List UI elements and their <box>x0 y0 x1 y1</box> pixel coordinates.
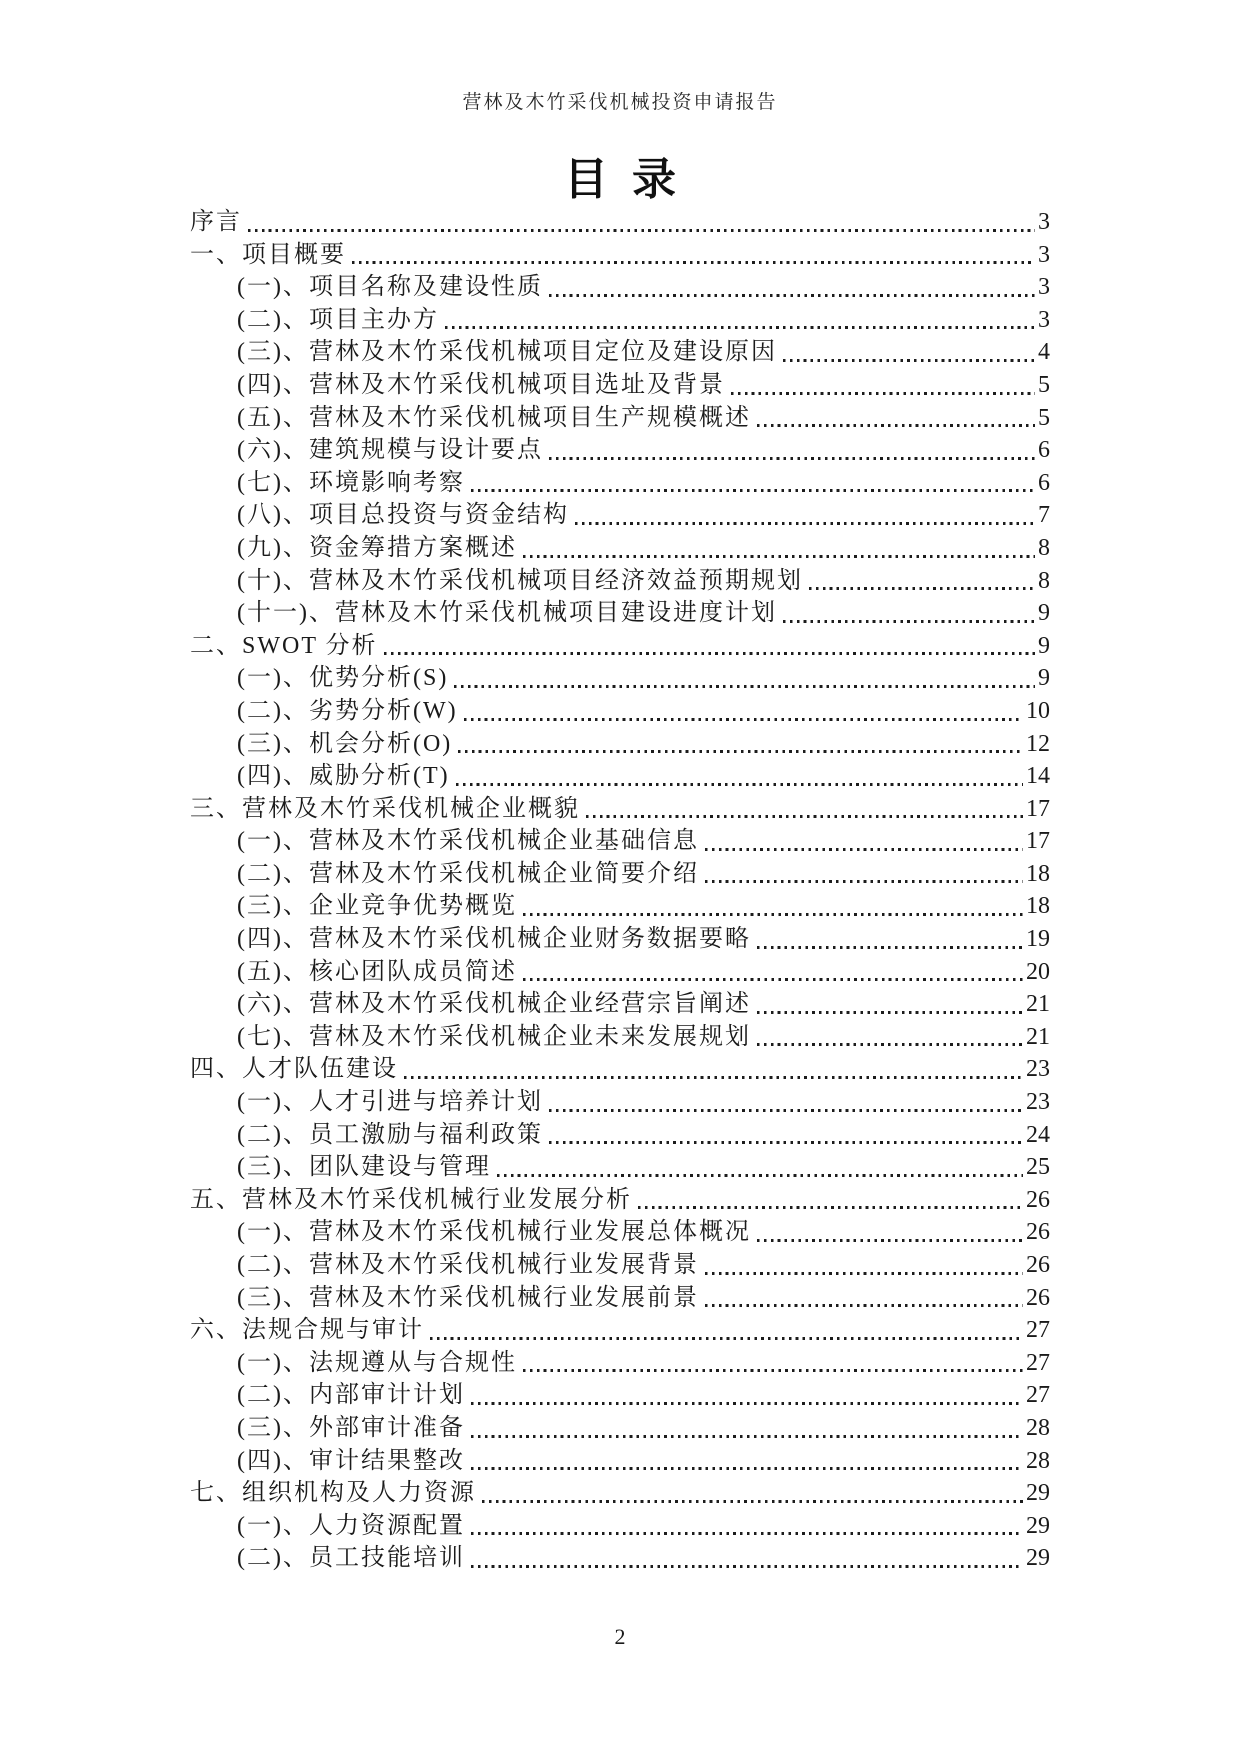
toc-entry-label: (八)、项目总投资与资金结构 <box>237 502 569 529</box>
toc-entry-label: (三)、营林及木竹采伐机械行业发展前景 <box>237 1284 699 1311</box>
toc-entry-label: (五)、营林及木竹采伐机械项目生产规模概述 <box>237 404 751 431</box>
toc-dotted-leader <box>705 848 1023 851</box>
toc-dotted-leader <box>471 1467 1023 1470</box>
toc-entry-label: 四、人才队伍建设 <box>190 1056 398 1083</box>
toc-entry-page-number: 5 <box>1038 371 1050 398</box>
toc-entry[interactable] <box>190 1184 1050 1217</box>
toc-entry-label: (四)、威胁分析(T) <box>237 763 450 790</box>
toc-entry-page-number: 26 <box>1026 1284 1050 1311</box>
toc-entry-label: (九)、资金筹措方案概述 <box>237 534 517 561</box>
toc-dotted-leader <box>575 522 1035 525</box>
toc-entry-label: (十一)、营林及木竹采伐机械项目建设进度计划 <box>237 600 777 627</box>
toc-entry[interactable] <box>190 369 1050 402</box>
toc-entry-page-number: 29 <box>1026 1480 1050 1507</box>
toc-entry[interactable] <box>190 206 1050 239</box>
toc-entry[interactable] <box>190 1412 1050 1445</box>
toc-entry[interactable] <box>190 1086 1050 1119</box>
toc-dotted-leader <box>456 783 1023 786</box>
toc-dotted-leader <box>471 1532 1023 1535</box>
toc-entry-page-number: 29 <box>1026 1512 1050 1539</box>
toc-entry-label: (二)、营林及木竹采伐机械行业发展背景 <box>237 1252 699 1278</box>
toc-entry[interactable] <box>190 1347 1050 1380</box>
toc-entry-label: (一)、营林及木竹采伐机械企业基础信息 <box>237 828 699 855</box>
toc-dotted-leader <box>783 620 1035 623</box>
toc-entry[interactable] <box>190 728 1050 761</box>
toc-entry[interactable] <box>190 271 1050 304</box>
toc-entry-page-number: 3 <box>1038 209 1050 235</box>
toc-entry-page-number: 20 <box>1026 958 1050 985</box>
toc-entry[interactable] <box>190 630 1050 663</box>
toc-entry-page-number: 27 <box>1026 1349 1050 1376</box>
toc-dotted-leader <box>705 880 1023 883</box>
toc-entry-label: (一)、项目名称及建设性质 <box>237 274 543 301</box>
toc-dotted-leader <box>757 946 1023 949</box>
toc-entry-label: (一)、营林及木竹采伐机械行业发展总体概况 <box>237 1219 751 1246</box>
toc-entry-page-number: 18 <box>1026 893 1050 920</box>
toc-entry-page-number: 3 <box>1038 241 1050 268</box>
toc-dotted-leader <box>586 815 1023 818</box>
toc-entry[interactable] <box>190 923 1050 956</box>
toc-entry-page-number: 17 <box>1026 828 1050 855</box>
toc-entry-page-number: 9 <box>1038 665 1050 692</box>
toc-entry[interactable] <box>190 760 1050 793</box>
toc-entry[interactable] <box>190 1053 1050 1086</box>
toc-entry-page-number: 10 <box>1026 697 1050 724</box>
toc-dotted-leader <box>464 718 1023 721</box>
toc-entry[interactable] <box>190 532 1050 565</box>
toc-entry-label: (三)、团队建设与管理 <box>237 1154 491 1181</box>
toc-entry[interactable] <box>190 1119 1050 1152</box>
toc-entry-label: (三)、营林及木竹采伐机械项目定位及建设原因 <box>237 339 777 366</box>
toc-dotted-leader <box>549 294 1035 297</box>
toc-dotted-leader <box>482 1500 1023 1503</box>
toc-dotted-leader <box>430 1337 1023 1340</box>
toc-dotted-leader <box>638 1206 1023 1209</box>
toc-entry[interactable] <box>190 1151 1050 1184</box>
toc-entry-page-number: 21 <box>1026 1023 1050 1050</box>
toc-entry-label: 序言 <box>190 209 242 235</box>
toc-dotted-leader <box>757 1011 1023 1014</box>
toc-dotted-leader <box>454 685 1035 688</box>
toc-entry-page-number: 25 <box>1026 1154 1050 1181</box>
toc-entry-page-number: 3 <box>1038 306 1050 333</box>
toc-entry-page-number: 3 <box>1038 274 1050 301</box>
toc-entry-label: (六)、营林及木竹采伐机械企业经营宗旨阐述 <box>237 991 751 1018</box>
toc-entry-page-number: 19 <box>1026 926 1050 953</box>
toc-entry[interactable] <box>190 1379 1050 1412</box>
toc-entry-label: (七)、营林及木竹采伐机械企业未来发展规划 <box>237 1023 751 1050</box>
toc-entry[interactable] <box>190 402 1050 435</box>
toc-entry-label: (二)、项目主办方 <box>237 306 439 333</box>
toc-dotted-leader <box>549 1141 1023 1144</box>
toc-entry[interactable] <box>190 662 1050 695</box>
toc-entry-label: (四)、营林及木竹采伐机械项目选址及背景 <box>237 371 725 398</box>
toc-entry-label: (三)、企业竞争优势概览 <box>237 893 517 920</box>
toc-entry-page-number: 27 <box>1026 1382 1050 1409</box>
toc-entry-page-number: 29 <box>1026 1545 1050 1572</box>
toc-dotted-leader <box>705 1304 1023 1307</box>
toc-entry-page-number: 26 <box>1026 1186 1050 1213</box>
toc-dotted-leader <box>783 359 1035 362</box>
toc-entry-label: (四)、营林及木竹采伐机械企业财务数据要略 <box>237 926 751 953</box>
toc-entry-page-number: 14 <box>1026 763 1050 790</box>
toc-entry[interactable] <box>190 304 1050 337</box>
toc-entry-page-number: 23 <box>1026 1056 1050 1083</box>
toc-entry-label: (一)、人才引进与培养计划 <box>237 1089 543 1116</box>
toc-dotted-leader <box>471 489 1035 492</box>
toc-entry-page-number: 6 <box>1038 437 1050 464</box>
toc-entry[interactable] <box>190 597 1050 630</box>
toc-entry-label: (二)、劣势分析(W) <box>237 697 458 724</box>
toc-dotted-leader <box>809 587 1035 590</box>
toc-entry-label: (二)、内部审计计划 <box>237 1382 465 1409</box>
toc-dotted-leader <box>471 1402 1023 1405</box>
toc-dotted-leader <box>549 457 1035 460</box>
toc-entry-label: (二)、营林及木竹采伐机械企业简要介绍 <box>237 860 699 887</box>
toc-dotted-leader <box>445 326 1035 329</box>
toc-entry[interactable] <box>190 956 1050 989</box>
toc-entry-page-number: 21 <box>1026 991 1050 1018</box>
toc-dotted-leader <box>523 555 1035 558</box>
toc-entry-page-number: 28 <box>1026 1414 1050 1441</box>
toc-entry-page-number: 6 <box>1038 469 1050 496</box>
document-header-title: 营林及木竹采伐机械投资申请报告 <box>462 92 778 113</box>
toc-dotted-leader <box>757 1239 1023 1242</box>
toc-entry[interactable] <box>190 988 1050 1021</box>
toc-entry-page-number: 8 <box>1038 534 1050 561</box>
toc-dotted-leader <box>705 1272 1023 1275</box>
toc-entry-label: (二)、员工激励与福利政策 <box>237 1121 543 1148</box>
toc-entry-label: 五、营林及木竹采伐机械行业发展分析 <box>190 1186 632 1213</box>
toc-entry-page-number: 28 <box>1026 1447 1050 1474</box>
toc-dotted-leader <box>471 1565 1023 1568</box>
toc-dotted-leader <box>471 1435 1023 1438</box>
toc-entry-label: 六、法规合规与审计 <box>190 1317 424 1344</box>
toc-dotted-leader <box>497 1174 1023 1177</box>
toc-entry-label: (六)、建筑规模与设计要点 <box>237 437 543 464</box>
toc-dotted-leader <box>757 1043 1023 1046</box>
toc-entry-page-number: 7 <box>1038 502 1050 529</box>
toc-entry[interactable] <box>190 1510 1050 1543</box>
toc-dotted-leader <box>248 229 1035 232</box>
toc-entry[interactable] <box>190 890 1050 923</box>
toc-entry-label: (一)、法规遵从与合规性 <box>237 1349 517 1376</box>
toc-entry-page-number: 9 <box>1038 600 1050 627</box>
toc-dotted-leader <box>523 978 1023 981</box>
toc-entry[interactable] <box>190 499 1050 532</box>
toc-entry-label: (三)、外部审计准备 <box>237 1414 465 1441</box>
toc-entry-label: (四)、审计结果整改 <box>237 1447 465 1474</box>
toc-entry-page-number: 24 <box>1026 1121 1050 1148</box>
toc-entry-label: (二)、员工技能培训 <box>237 1545 465 1572</box>
toc-entry[interactable] <box>190 825 1050 858</box>
toc-dotted-leader <box>523 1369 1023 1372</box>
toc-entry-label: (十)、营林及木竹采伐机械项目经济效益预期规划 <box>237 567 803 594</box>
toc-entry[interactable] <box>190 467 1050 500</box>
toc-title: 目录 <box>564 155 700 204</box>
toc-entry-page-number: 12 <box>1026 730 1050 757</box>
footer-page-number: 2 <box>614 1624 626 1649</box>
toc-entry-label: (七)、环境影响考察 <box>237 469 465 496</box>
toc-entry[interactable] <box>190 1542 1050 1575</box>
toc-entry-page-number: 26 <box>1026 1252 1050 1278</box>
toc-entry-label: (一)、优势分析(S) <box>237 665 449 692</box>
toc-dotted-leader <box>549 1109 1023 1112</box>
toc-entry[interactable] <box>190 695 1050 728</box>
toc-entry[interactable] <box>190 336 1050 369</box>
toc-dotted-leader <box>458 750 1023 753</box>
toc-entry[interactable] <box>190 434 1050 467</box>
toc-entry[interactable] <box>190 1477 1050 1510</box>
toc-entry[interactable] <box>190 1282 1050 1315</box>
toc-dotted-leader <box>404 1076 1023 1079</box>
toc-dotted-leader <box>384 652 1035 655</box>
toc-entry[interactable] <box>190 565 1050 598</box>
toc-entry-page-number: 4 <box>1038 339 1050 366</box>
toc-entry[interactable] <box>190 1216 1050 1249</box>
toc-dotted-leader <box>352 261 1035 264</box>
toc-entry-label: 二、SWOT 分析 <box>190 632 378 659</box>
toc-entry[interactable] <box>190 239 1050 272</box>
toc-entry-page-number: 26 <box>1026 1219 1050 1246</box>
toc-dotted-leader <box>731 392 1035 395</box>
toc-entry-label: (一)、人力资源配置 <box>237 1512 465 1539</box>
toc-entry[interactable] <box>190 793 1050 826</box>
toc-entry-page-number: 8 <box>1038 567 1050 594</box>
toc-entry-page-number: 5 <box>1038 404 1050 431</box>
toc-entry[interactable] <box>190 858 1050 891</box>
toc-entry-label: 一、项目概要 <box>190 241 346 268</box>
toc-dotted-leader <box>523 913 1023 916</box>
toc-entry-page-number: 27 <box>1026 1317 1050 1344</box>
table-of-contents <box>190 206 1050 1575</box>
toc-entry[interactable] <box>190 1021 1050 1054</box>
toc-entry-page-number: 9 <box>1038 632 1050 659</box>
toc-entry[interactable] <box>190 1445 1050 1478</box>
toc-entry-label: 三、营林及木竹采伐机械企业概貌 <box>190 795 580 822</box>
toc-entry[interactable] <box>190 1314 1050 1347</box>
toc-entry-label: (三)、机会分析(O) <box>237 730 453 757</box>
toc-entry-page-number: 17 <box>1026 795 1050 822</box>
toc-entry-page-number: 18 <box>1026 860 1050 887</box>
toc-entry-page-number: 23 <box>1026 1089 1050 1116</box>
toc-dotted-leader <box>757 424 1035 427</box>
toc-entry-label: 七、组织机构及人力资源 <box>190 1480 476 1507</box>
toc-entry[interactable] <box>190 1249 1050 1282</box>
toc-entry-label: (五)、核心团队成员简述 <box>237 958 517 985</box>
